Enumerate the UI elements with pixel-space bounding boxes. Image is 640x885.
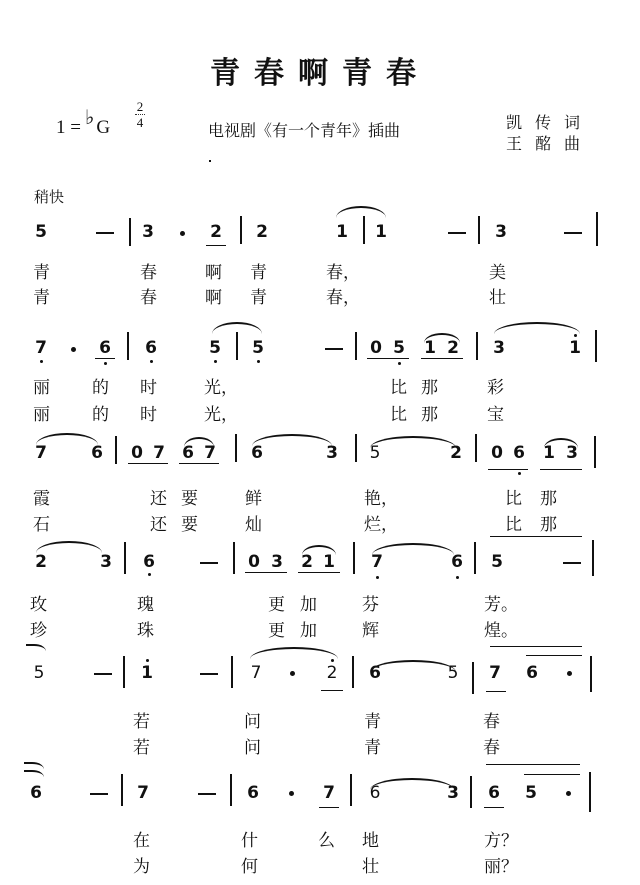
lyricist-credit: 凯传词 <box>506 113 594 132</box>
underline <box>298 572 340 573</box>
lyric: 要 <box>181 515 198 535</box>
lyric: 方？ <box>484 831 518 851</box>
bar-line <box>592 540 594 576</box>
lyric: 要 <box>181 489 198 509</box>
note: 5 <box>369 443 381 463</box>
note: 1 <box>424 338 436 358</box>
lyric: 光， <box>204 405 238 425</box>
augmentation-dot <box>289 791 294 796</box>
augmentation-dot <box>180 231 185 236</box>
bar-line <box>129 218 131 246</box>
lyric: 比 <box>505 489 522 509</box>
low-octave-dot <box>398 362 401 365</box>
note: 6 <box>143 552 155 572</box>
lyric: 地 <box>362 831 379 851</box>
note: 1 <box>375 222 387 242</box>
note: 0 <box>248 552 260 572</box>
underline <box>128 463 168 464</box>
note: 7 <box>153 443 165 463</box>
note: 1 <box>543 443 555 463</box>
lyric: 啊 <box>205 288 222 308</box>
note: 6 <box>369 663 381 683</box>
underline <box>421 358 463 359</box>
note: 3 <box>447 783 459 803</box>
composer-credit: 王酩曲 <box>506 134 594 153</box>
bar-line <box>353 542 355 574</box>
note: 2 <box>256 222 268 242</box>
lyric: 啊 <box>205 263 222 283</box>
bar-line <box>240 216 242 244</box>
lyric: 烂， <box>364 515 398 535</box>
note: 2 <box>210 222 222 242</box>
lyric: 霞 <box>33 489 50 509</box>
lyric: 煌。 <box>484 621 518 641</box>
lyric: 那 <box>421 378 438 398</box>
underline <box>367 358 409 359</box>
note: 7 <box>323 783 335 803</box>
bar-line <box>127 332 129 360</box>
note: 5 <box>33 663 45 683</box>
note: 6 <box>30 783 42 803</box>
bar-line <box>233 542 235 574</box>
note: 2 <box>326 663 338 683</box>
phrase-line <box>526 655 582 656</box>
augmentation-dot <box>567 671 572 676</box>
note: 2 <box>35 552 47 572</box>
flat-sign: ♭ <box>84 107 95 129</box>
time-bottom: 4 <box>136 115 144 130</box>
augmentation-dot <box>290 671 295 676</box>
augmentation-dot <box>71 347 76 352</box>
extend-dash <box>198 793 216 795</box>
note: 1 <box>336 222 348 242</box>
lyric: 石 <box>33 515 50 535</box>
lyric: 芬 <box>362 595 379 615</box>
bar-line <box>470 776 472 808</box>
tie-continuation <box>24 770 44 782</box>
note: 7 <box>137 783 149 803</box>
underline <box>321 690 343 691</box>
lyric: 若 <box>133 712 150 732</box>
lyric: 玫 <box>30 595 47 615</box>
note: 6 <box>251 443 263 463</box>
note: 3 <box>271 552 283 572</box>
lyric: 在 <box>133 831 150 851</box>
extend-dash <box>96 232 114 234</box>
key-prefix: 1 = <box>56 117 81 138</box>
bar-line <box>594 436 596 468</box>
note: 0 <box>491 443 503 463</box>
lyric: 还 <box>150 515 167 535</box>
note: 6 <box>369 783 381 803</box>
bar-line <box>231 656 233 688</box>
lyric: 丽 <box>33 378 50 398</box>
note: 7 <box>204 443 216 463</box>
note: 1 <box>323 552 335 572</box>
note: 5 <box>393 338 405 358</box>
bar-line <box>350 774 352 806</box>
tie <box>370 660 456 672</box>
low-octave-dot <box>148 573 151 576</box>
note: 5 <box>447 663 459 683</box>
lyric: 青 <box>250 288 267 308</box>
lyric: 时 <box>140 378 157 398</box>
bar-line <box>595 330 597 362</box>
extend-dash <box>325 348 343 350</box>
extend-dash <box>563 562 581 564</box>
bar-line <box>596 212 598 246</box>
lyric: 为 <box>133 857 150 877</box>
augmentation-dot <box>566 791 571 796</box>
bar-line <box>474 542 476 574</box>
note: 6 <box>91 443 103 463</box>
lyric: 还 <box>150 489 167 509</box>
note: 6 <box>513 443 525 463</box>
phrase-line <box>490 646 582 647</box>
song-title: 青春啊青春 <box>210 56 430 91</box>
note: 7 <box>250 663 262 683</box>
lyric: 的 <box>92 405 109 425</box>
bar-line <box>236 332 238 360</box>
low-octave-dot <box>104 362 107 365</box>
bar-line <box>235 434 237 462</box>
tie <box>372 543 454 555</box>
note: 6 <box>451 552 463 572</box>
low-octave-dot <box>214 360 217 363</box>
tie <box>252 434 332 446</box>
lyric: 壮 <box>362 857 379 877</box>
underline <box>540 469 582 470</box>
note: 2 <box>450 443 462 463</box>
note: 3 <box>100 552 112 572</box>
note: 3 <box>493 338 505 358</box>
low-octave-dot <box>40 360 43 363</box>
time-top: 2 <box>136 99 144 114</box>
note: 6 <box>526 663 538 683</box>
underline <box>319 807 339 808</box>
key-note: G <box>96 117 111 138</box>
note: 6 <box>247 783 259 803</box>
extend-dash <box>200 673 218 675</box>
lyric: 宝 <box>487 405 504 425</box>
stray-dot <box>209 160 211 162</box>
extend-dash <box>200 562 218 564</box>
phrase-line <box>486 764 580 765</box>
lyric: 的 <box>92 378 109 398</box>
tie-continuation <box>26 644 46 656</box>
underline <box>179 463 219 464</box>
tie <box>494 322 580 334</box>
low-octave-dot <box>518 472 521 475</box>
extend-dash <box>94 673 112 675</box>
lyric: 春 <box>140 288 157 308</box>
underline <box>206 245 226 246</box>
underline <box>245 572 287 573</box>
lyric: 丽 <box>33 405 50 425</box>
note: 5 <box>35 222 47 242</box>
note: 5 <box>525 783 537 803</box>
lyric: 那 <box>540 489 557 509</box>
time-signature <box>133 99 147 130</box>
lyric: 更 <box>268 595 285 615</box>
extend-dash <box>448 232 466 234</box>
bar-line <box>355 332 357 360</box>
note: 6 <box>99 338 111 358</box>
tie <box>336 206 386 218</box>
extend-dash <box>90 793 108 795</box>
high-octave-dot <box>574 334 577 337</box>
bar-line <box>352 656 354 688</box>
low-octave-dot <box>150 360 153 363</box>
note: 1 <box>569 338 581 358</box>
bar-line <box>230 774 232 806</box>
bar-line <box>363 216 365 244</box>
subtitle: 电视剧《有一个青年》插曲 <box>208 121 401 140</box>
note: 5 <box>491 552 503 572</box>
lyric: 美 <box>489 263 506 283</box>
lyric: 辉 <box>362 621 379 641</box>
extend-dash <box>564 232 582 234</box>
bar-line <box>355 434 357 462</box>
lyric: 加 <box>300 621 317 641</box>
bar-line <box>121 774 123 806</box>
lyric: 彩 <box>487 378 504 398</box>
bar-line <box>472 662 474 694</box>
bar-line <box>123 656 125 688</box>
note: 1 <box>141 663 153 683</box>
note: 2 <box>301 552 313 572</box>
lyric: 那 <box>421 405 438 425</box>
lyric: 珠 <box>137 621 154 641</box>
note: 5 <box>252 338 264 358</box>
lyric: 时 <box>140 405 157 425</box>
note: 3 <box>495 222 507 242</box>
low-octave-dot <box>376 576 379 579</box>
note: 7 <box>35 443 47 463</box>
lyric: 比 <box>390 378 407 398</box>
final-bar-line <box>589 772 591 812</box>
lyric: 春 <box>483 738 500 758</box>
lyric: 珍 <box>30 621 47 641</box>
lyric: 比 <box>505 515 522 535</box>
lyric: 春 <box>140 263 157 283</box>
underline <box>484 807 504 808</box>
tie <box>250 647 338 659</box>
note: 3 <box>326 443 338 463</box>
note: 5 <box>209 338 221 358</box>
lyric: 壮 <box>489 288 506 308</box>
bar-line <box>475 434 477 462</box>
lyric: 青 <box>364 712 381 732</box>
lyric: 瑰 <box>137 595 154 615</box>
lyric: 青 <box>250 263 267 283</box>
tie <box>370 436 456 448</box>
note: 3 <box>566 443 578 463</box>
high-octave-dot <box>146 659 149 662</box>
lyric: 青 <box>33 263 50 283</box>
note: 6 <box>488 783 500 803</box>
lyric: 丽？ <box>484 857 518 877</box>
lyric: 灿 <box>245 515 262 535</box>
lyric: 什 <box>241 831 258 851</box>
lyric: 那 <box>540 515 557 535</box>
lyric: 艳， <box>364 489 398 509</box>
lyric: 比 <box>390 405 407 425</box>
bar-line <box>124 542 126 574</box>
bar-line <box>478 216 480 244</box>
note: 7 <box>489 663 501 683</box>
note: 2 <box>447 338 459 358</box>
bar-line <box>476 332 478 360</box>
underline <box>95 358 115 359</box>
note: 0 <box>370 338 382 358</box>
low-octave-dot <box>456 576 459 579</box>
lyric: 加 <box>300 595 317 615</box>
lyric: 春， <box>326 263 360 283</box>
bar-line <box>115 436 117 464</box>
lyric: 何 <box>241 857 258 877</box>
lyric: 问 <box>244 712 261 732</box>
key-signature <box>56 107 111 139</box>
lyric: 更 <box>268 621 285 641</box>
high-octave-dot <box>331 659 334 662</box>
lyric: 春， <box>326 288 360 308</box>
tempo-marking: 稍快 <box>34 188 65 206</box>
lyric: 青 <box>33 288 50 308</box>
lyric: 么 <box>318 831 335 851</box>
note: 3 <box>142 222 154 242</box>
note: 7 <box>371 552 383 572</box>
phrase-line <box>524 774 580 775</box>
bar-line <box>590 656 592 692</box>
lyric: 芳。 <box>484 595 518 615</box>
lyric: 问 <box>244 738 261 758</box>
note: 7 <box>35 338 47 358</box>
lyric: 光， <box>204 378 238 398</box>
phrase-line <box>490 536 582 537</box>
underline <box>488 469 528 470</box>
note: 0 <box>131 443 143 463</box>
lyric: 若 <box>133 738 150 758</box>
lyric: 鲜 <box>245 489 262 509</box>
lyric: 春 <box>483 712 500 732</box>
underline <box>486 691 506 692</box>
note: 6 <box>145 338 157 358</box>
low-octave-dot <box>257 360 260 363</box>
tie <box>370 778 454 790</box>
note: 6 <box>182 443 194 463</box>
lyric: 青 <box>364 738 381 758</box>
